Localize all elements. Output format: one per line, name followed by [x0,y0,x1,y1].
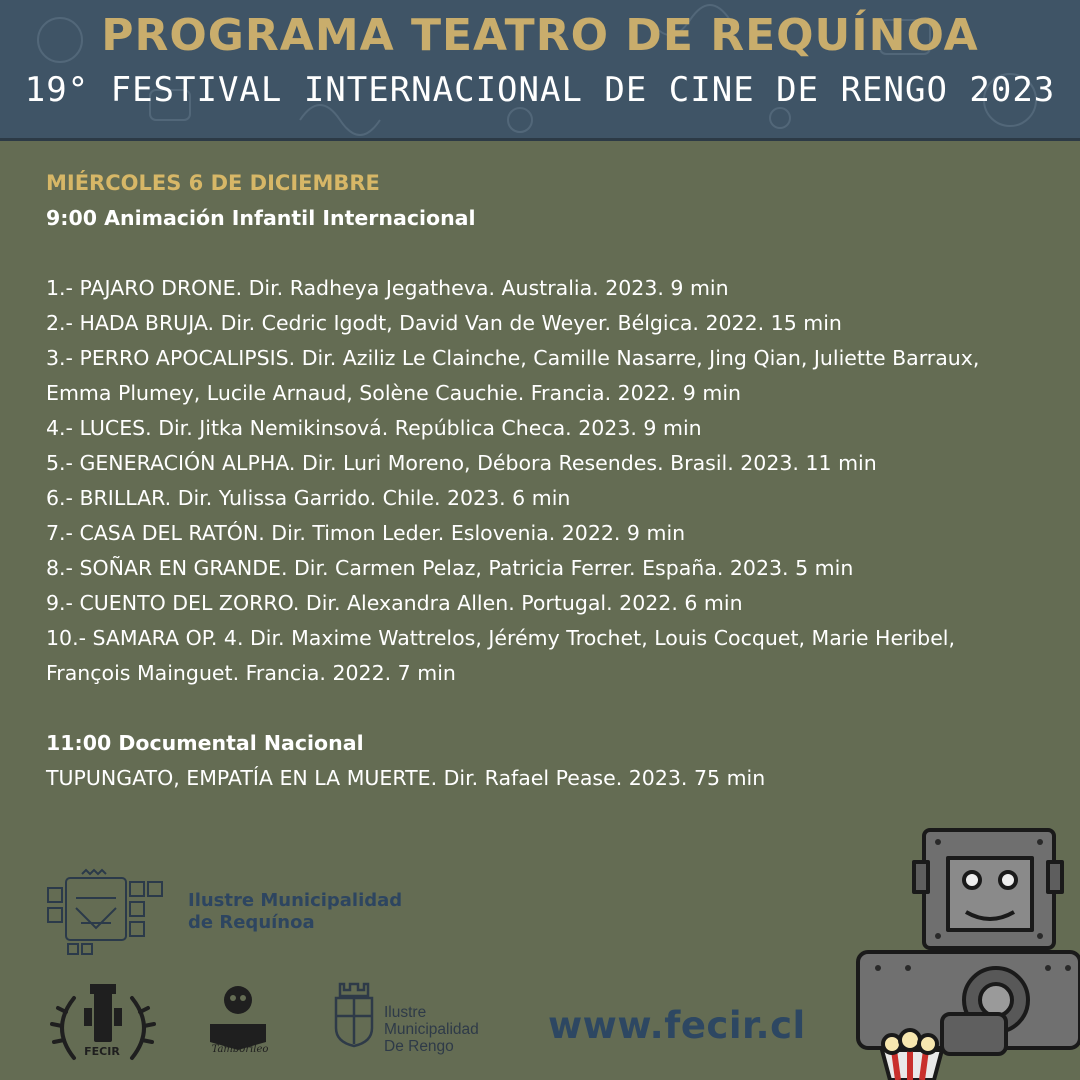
municipalidad-requinoa-text: Ilustre Municipalidad de Requínoa [188,890,403,933]
municipalidad-requinoa-logo-icon [46,868,176,958]
program-content [46,166,1036,796]
header-banner [0,0,1080,141]
film-item: 6.- BRILLAR. Dir. Yulissa Garrido. Chile. 2023. 6 min [46,486,571,510]
festival-subtitle: 19° FESTIVAL INTERNACIONAL DE CINE DE RENGO 2023 [24,70,1056,110]
municipalidad-rengo-text: Ilustre Municipalidad De Rengo [384,1004,479,1055]
film-item: 1.- PAJARO DRONE. Dir. Radheya Jegatheva. Australia. 2023. 9 min [46,276,729,300]
fecir-laurel-logo-icon [44,978,162,1078]
film-item: 3.- PERRO APOCALIPSIS. Dir. Aziliz Le Clainche, Camille Nasarre, Jing Qian, Juliette Barraux, Emma Plumey, Lucile Arnaud, Solène Cauchie. Francia. 2022. 9 min [46,346,980,405]
tamborileo-label: Tamborileo [211,1044,269,1055]
film-item: 2.- HADA BRUJA. Dir. Cedric Igodt, David Van de Weyer. Bélgica. 2022. 15 min [46,311,842,335]
film-item: 4.- LUCES. Dir. Jitka Nemikinsová. República Checa. 2023. 9 min [46,416,702,440]
film-item: 7.- CASA DEL RATÓN. Dir. Timon Leder. Eslovenia. 2022. 9 min [46,521,686,545]
fecir-label: FECIR [84,1045,120,1058]
page-title: PROGRAMA TEATRO DE REQUÍNOA [101,10,979,61]
session-title: 9:00 Animación Infantil Internacional [46,206,476,230]
website-link[interactable]: www.fecir.cl [548,1004,806,1047]
session-title: 11:00 Documental Nacional [46,731,364,755]
film-item: 9.- CUENTO DEL ZORRO. Dir. Alexandra Allen. Portugal. 2022. 6 min [46,591,743,615]
film-item: 10.- SAMARA OP. 4. Dir. Maxime Wattrelos, Jérémy Trochet, Louis Cocquet, Marie Heribel, François Mainguet. Francia. 2022. 7 min [46,626,956,685]
film-item: 8.- SOÑAR EN GRANDE. Dir. Carmen Pelaz, Patricia Ferrer. España. 2023. 5 min [46,556,854,580]
film-item: 5.- GENERACIÓN ALPHA. Dir. Luri Moreno, Débora Resendes. Brasil. 2023. 11 min [46,451,877,475]
film-item: TUPUNGATO, EMPATÍA EN LA MUERTE. Dir. Rafael Pease. 2023. 75 min [46,766,766,790]
robot-mascot-icon [848,818,1080,1080]
day-heading: MIÉRCOLES 6 DE DICIEMBRE [46,171,380,195]
municipalidad-rengo-shield-icon [330,980,378,1050]
